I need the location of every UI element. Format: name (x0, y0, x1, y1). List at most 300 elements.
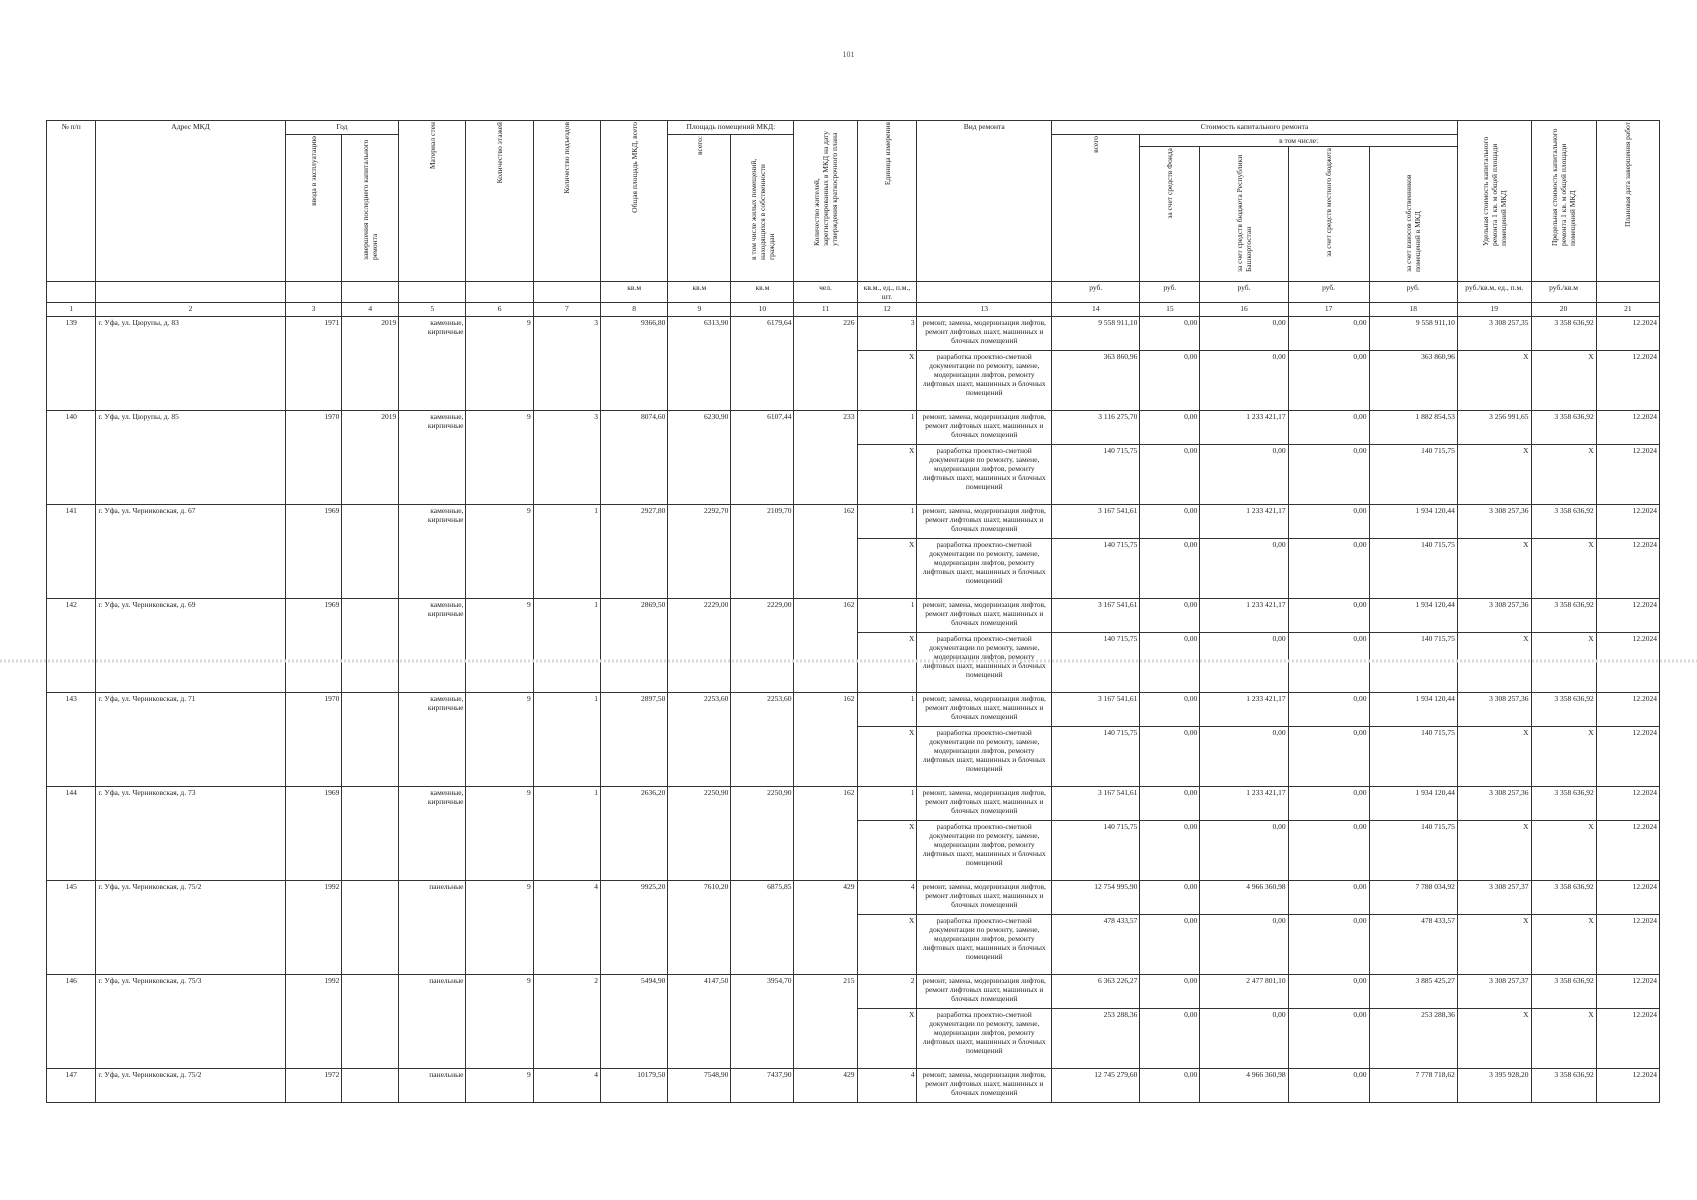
col-number: 17 (1288, 303, 1369, 317)
local-cell: 0,00 (1288, 505, 1369, 539)
header-owners: за счет взносов собственников помещений в МКД (1369, 147, 1457, 282)
header-year: Год (285, 121, 399, 135)
address-cell: г. Уфа, ул. Цюрупы, д. 85 (96, 411, 285, 505)
owners-cell: 140 715,75 (1369, 727, 1457, 787)
cost-total-cell: 3 167 541,61 (1052, 693, 1140, 727)
col-number: 21 (1596, 303, 1659, 317)
limit-cost-cell: 3 358 636,92 (1531, 599, 1596, 633)
col-number: 10 (731, 303, 794, 317)
fund-cell: 0,00 (1140, 1009, 1200, 1069)
republic-cell: 4 966 360,98 (1200, 1069, 1288, 1103)
unit-cost-cell: X (1457, 633, 1531, 693)
wall-material-cell: каменные, кирпичные (399, 317, 466, 411)
cost-total-cell: 3 167 541,61 (1052, 505, 1140, 539)
col-number: 9 (668, 303, 731, 317)
premises-contrib-cell: 2229,00 (731, 599, 794, 693)
residents-cell: 429 (794, 881, 857, 975)
unit-cost-cell: X (1457, 727, 1531, 787)
local-cell: 0,00 (1288, 351, 1369, 411)
repair-type-cell: разработка проектно-сметной документации по ремонту, замене, модернизации лифтов, ремонту лифтовых шахт, машинных и блочных помещений (917, 727, 1052, 787)
row-number: 144 (47, 787, 96, 881)
floors-cell: 9 (466, 881, 533, 975)
owners-cell: 1 934 120,44 (1369, 787, 1457, 821)
total-area-cell: 2869,50 (601, 599, 668, 693)
premises-total-cell: 7610,20 (668, 881, 731, 975)
header-local: за счет средств местного бюджета (1288, 147, 1369, 282)
entrances-cell: 1 (533, 599, 600, 693)
republic-cell: 0,00 (1200, 821, 1288, 881)
address-cell: г. Уфа, ул. Черниковская, д. 73 (96, 787, 285, 881)
residents-cell: 162 (794, 693, 857, 787)
unit-cost-cell: 3 308 257,36 (1457, 787, 1531, 821)
republic-cell: 4 966 360,98 (1200, 881, 1288, 915)
entrances-cell: 1 (533, 505, 600, 599)
premises-contrib-cell: 3954,70 (731, 975, 794, 1069)
fund-cell: 0,00 (1140, 633, 1200, 693)
cost-total-cell: 253 288,36 (1052, 1009, 1140, 1069)
cost-total-cell: 9 558 911,10 (1052, 317, 1140, 351)
repair-type-cell: ремонт, замена, модернизация лифтов, ремонт лифтовых шахт, машинных и блочных помещений (917, 411, 1052, 445)
local-cell: 0,00 (1288, 821, 1369, 881)
local-cell: 0,00 (1288, 411, 1369, 445)
fund-cell: 0,00 (1140, 351, 1200, 411)
col-number: 18 (1369, 303, 1457, 317)
header-wall-material: Материал стен (399, 121, 466, 282)
header-unit: Единица измерения (857, 121, 917, 282)
fund-cell: 0,00 (1140, 975, 1200, 1009)
unit-cost-cell: 3 395 928,20 (1457, 1069, 1531, 1103)
unit-cell: руб. (1200, 282, 1288, 303)
local-cell: 0,00 (1288, 317, 1369, 351)
deadline-cell: 12.2024 (1596, 445, 1659, 505)
year-last-repair-cell (342, 693, 399, 787)
wall-material-cell: каменные, кирпичные (399, 693, 466, 787)
republic-cell: 0,00 (1200, 915, 1288, 975)
table-row (47, 1069, 1660, 1103)
owners-cell: 1 934 120,44 (1369, 693, 1457, 727)
address-cell: г. Уфа, ул. Черниковская, д. 75/2 (96, 1069, 285, 1103)
address-cell: г. Уфа, ул. Цюрупы, д. 83 (96, 317, 285, 411)
year-commission-cell: 1992 (285, 975, 342, 1069)
republic-cell: 1 233 421,17 (1200, 787, 1288, 821)
limit-cost-cell: X (1531, 351, 1596, 411)
total-area-cell: 8074,60 (601, 411, 668, 505)
total-area-cell: 10179,50 (601, 1069, 668, 1103)
year-commission-cell: 1971 (285, 317, 342, 411)
table-header (47, 121, 1660, 317)
unit-cell: кв.м (731, 282, 794, 303)
repair-type-cell: разработка проектно-сметной документации по ремонту, замене, модернизации лифтов, ремонту лифтовых шахт, машинных и блочных помещений (917, 445, 1052, 505)
year-commission-cell: 1972 (285, 1069, 342, 1103)
total-area-cell: 9925,20 (601, 881, 668, 975)
col-number: 2 (96, 303, 285, 317)
header-premises-area: Площадь помещений МКД: (668, 121, 794, 135)
address-cell: г. Уфа, ул. Черниковская, д. 75/3 (96, 975, 285, 1069)
floors-cell: 9 (466, 599, 533, 693)
wall-material-cell: каменные, кирпичные (399, 599, 466, 693)
table-row (47, 975, 1660, 1009)
entrances-cell: 3 (533, 411, 600, 505)
header-unit-cost: Удельная стоимость капитального ремонта 1 кв. м общей площади помещений МКД (1457, 121, 1531, 282)
header-year-commission: ввода в эксплуатацию (285, 135, 342, 282)
fund-cell: 0,00 (1140, 599, 1200, 633)
premises-total-cell: 4147,50 (668, 975, 731, 1069)
republic-cell: 1 233 421,17 (1200, 411, 1288, 445)
limit-cost-cell: X (1531, 1009, 1596, 1069)
cost-total-cell: 3 116 275,70 (1052, 411, 1140, 445)
quantity-cell: X (857, 915, 917, 975)
unit-cost-cell: 3 308 257,36 (1457, 693, 1531, 727)
unit-cost-cell: X (1457, 351, 1531, 411)
quantity-cell: 4 (857, 1069, 917, 1103)
deadline-cell: 12.2024 (1596, 599, 1659, 633)
residents-cell: 226 (794, 317, 857, 411)
republic-cell: 0,00 (1200, 1009, 1288, 1069)
unit-cost-cell: X (1457, 539, 1531, 599)
header-floors: Количество этажей (466, 121, 533, 282)
owners-cell: 1 882 854,53 (1369, 411, 1457, 445)
owners-cell: 9 558 911,10 (1369, 317, 1457, 351)
unit-cell: руб. (1288, 282, 1369, 303)
premises-contrib-cell: 6875,85 (731, 881, 794, 975)
deadline-cell: 12.2024 (1596, 693, 1659, 727)
cost-total-cell: 12 754 995,90 (1052, 881, 1140, 915)
deadline-cell: 12.2024 (1596, 351, 1659, 411)
unit-cost-cell: 3 308 257,36 (1457, 505, 1531, 539)
limit-cost-cell: 3 358 636,92 (1531, 787, 1596, 821)
quantity-cell: X (857, 351, 917, 411)
unit-cell: кв.м (601, 282, 668, 303)
republic-cell: 0,00 (1200, 445, 1288, 505)
unit-cost-cell: X (1457, 915, 1531, 975)
table-row (47, 317, 1660, 351)
wall-material-cell: панельные (399, 881, 466, 975)
republic-cell: 0,00 (1200, 317, 1288, 351)
quantity-cell: X (857, 539, 917, 599)
quantity-cell: X (857, 1009, 917, 1069)
total-area-cell: 2636,20 (601, 787, 668, 881)
unit-cost-cell: X (1457, 445, 1531, 505)
premises-total-cell: 7548,90 (668, 1069, 731, 1103)
owners-cell: 363 860,96 (1369, 351, 1457, 411)
address-cell: г. Уфа, ул. Черниковская, д. 67 (96, 505, 285, 599)
deadline-cell: 12.2024 (1596, 787, 1659, 821)
owners-cell: 253 288,36 (1369, 1009, 1457, 1069)
quantity-cell: 1 (857, 599, 917, 633)
fund-cell: 0,00 (1140, 1069, 1200, 1103)
header-premises-contrib: в том числе жилых помещений, находящихся в собственности граждан (731, 135, 794, 282)
premises-contrib-cell: 2109,70 (731, 505, 794, 599)
year-commission-cell: 1970 (285, 411, 342, 505)
local-cell: 0,00 (1288, 633, 1369, 693)
cost-total-cell: 140 715,75 (1052, 539, 1140, 599)
header-num: № п/п (47, 121, 96, 282)
republic-cell: 2 477 801,10 (1200, 975, 1288, 1009)
header-cost-total: всего (1052, 135, 1140, 282)
deadline-cell: 12.2024 (1596, 633, 1659, 693)
deadline-cell: 12.2024 (1596, 881, 1659, 915)
entrances-cell: 4 (533, 881, 600, 975)
limit-cost-cell: X (1531, 539, 1596, 599)
quantity-cell: X (857, 633, 917, 693)
header-repair-type: Вид ремонта (917, 121, 1052, 282)
total-area-cell: 5494,90 (601, 975, 668, 1069)
limit-cost-cell: X (1531, 821, 1596, 881)
unit-cost-cell: 3 256 991,65 (1457, 411, 1531, 445)
owners-cell: 140 715,75 (1369, 539, 1457, 599)
owners-cell: 140 715,75 (1369, 445, 1457, 505)
local-cell: 0,00 (1288, 915, 1369, 975)
republic-cell: 1 233 421,17 (1200, 693, 1288, 727)
year-last-repair-cell (342, 505, 399, 599)
limit-cost-cell: 3 358 636,92 (1531, 411, 1596, 445)
local-cell: 0,00 (1288, 727, 1369, 787)
quantity-cell: 3 (857, 317, 917, 351)
limit-cost-cell: X (1531, 445, 1596, 505)
republic-cell: 0,00 (1200, 539, 1288, 599)
premises-total-cell: 2229,00 (668, 599, 731, 693)
cost-total-cell: 363 860,96 (1052, 351, 1140, 411)
unit-cost-cell: X (1457, 821, 1531, 881)
cost-total-cell: 140 715,75 (1052, 633, 1140, 693)
unit-cell: руб./кв.м (1531, 282, 1596, 303)
fund-cell: 0,00 (1140, 881, 1200, 915)
header-year-last-repair: завершения последнего капитального ремонта (342, 135, 399, 282)
premises-total-cell: 2292,70 (668, 505, 731, 599)
local-cell: 0,00 (1288, 599, 1369, 633)
deadline-cell: 12.2024 (1596, 727, 1659, 787)
limit-cost-cell: 3 358 636,92 (1531, 317, 1596, 351)
deadline-cell: 12.2024 (1596, 915, 1659, 975)
unit-cost-cell: 3 308 257,35 (1457, 317, 1531, 351)
repair-plan-sheet (46, 120, 1660, 1097)
header-cost-group: Стоимость капитального ремонта (1052, 121, 1458, 135)
local-cell: 0,00 (1288, 787, 1369, 821)
local-cell: 0,00 (1288, 1069, 1369, 1103)
col-number: 11 (794, 303, 857, 317)
fund-cell: 0,00 (1140, 727, 1200, 787)
col-number: 20 (1531, 303, 1596, 317)
premises-total-cell: 6313,90 (668, 317, 731, 411)
limit-cost-cell: 3 358 636,92 (1531, 693, 1596, 727)
owners-cell: 1 934 120,44 (1369, 505, 1457, 539)
deadline-cell: 12.2024 (1596, 821, 1659, 881)
year-last-repair-cell (342, 1069, 399, 1103)
col-number: 7 (533, 303, 600, 317)
wall-material-cell: каменные, кирпичные (399, 505, 466, 599)
table-row (47, 505, 1660, 539)
residents-cell: 233 (794, 411, 857, 505)
floors-cell: 9 (466, 505, 533, 599)
col-number: 16 (1200, 303, 1288, 317)
col-number: 14 (1052, 303, 1140, 317)
unit-cost-cell: 3 308 257,37 (1457, 975, 1531, 1009)
total-area-cell: 9366,80 (601, 317, 668, 411)
republic-cell: 0,00 (1200, 633, 1288, 693)
year-last-repair-cell (342, 599, 399, 693)
residents-cell: 162 (794, 787, 857, 881)
repair-type-cell: ремонт, замена, модернизация лифтов, ремонт лифтовых шахт, машинных и блочных помещений (917, 505, 1052, 539)
deadline-cell: 12.2024 (1596, 1069, 1659, 1103)
repair-type-cell: разработка проектно-сметной документации по ремонту, замене, модернизации лифтов, ремонту лифтовых шахт, машинных и блочных помещений (917, 821, 1052, 881)
quantity-cell: 2 (857, 975, 917, 1009)
floors-cell: 9 (466, 693, 533, 787)
unit-cell: кв.м (668, 282, 731, 303)
header-total-area: Общая площадь МКД, всего (601, 121, 668, 282)
year-commission-cell: 1969 (285, 787, 342, 881)
repair-type-cell: разработка проектно-сметной документации по ремонту, замене, модернизации лифтов, ремонту лифтовых шахт, машинных и блочных помещений (917, 1009, 1052, 1069)
fund-cell: 0,00 (1140, 539, 1200, 599)
quantity-cell: 1 (857, 693, 917, 727)
cost-total-cell: 140 715,75 (1052, 727, 1140, 787)
floors-cell: 9 (466, 787, 533, 881)
quantity-cell: X (857, 821, 917, 881)
repair-type-cell: ремонт, замена, модернизация лифтов, ремонт лифтовых шахт, машинных и блочных помещений (917, 599, 1052, 633)
limit-cost-cell: 3 358 636,92 (1531, 881, 1596, 915)
entrances-cell: 2 (533, 975, 600, 1069)
fund-cell: 0,00 (1140, 445, 1200, 505)
unit-cell: руб. (1052, 282, 1140, 303)
repair-type-cell: ремонт, замена, модернизация лифтов, ремонт лифтовых шахт, машинных и блочных помещений (917, 1069, 1052, 1103)
col-number: 8 (601, 303, 668, 317)
owners-cell: 1 934 120,44 (1369, 599, 1457, 633)
wall-material-cell: панельные (399, 975, 466, 1069)
local-cell: 0,00 (1288, 539, 1369, 599)
republic-cell: 0,00 (1200, 727, 1288, 787)
local-cell: 0,00 (1288, 1009, 1369, 1069)
wall-material-cell: каменные, кирпичные (399, 411, 466, 505)
quantity-cell: 1 (857, 787, 917, 821)
local-cell: 0,00 (1288, 975, 1369, 1009)
repair-type-cell: ремонт, замена, модернизация лифтов, ремонт лифтовых шахт, машинных и блочных помещений (917, 975, 1052, 1009)
entrances-cell: 3 (533, 317, 600, 411)
owners-cell: 3 885 425,27 (1369, 975, 1457, 1009)
premises-contrib-cell: 2250,90 (731, 787, 794, 881)
unit-cost-cell: 3 308 257,36 (1457, 599, 1531, 633)
deadline-cell: 12.2024 (1596, 411, 1659, 445)
table-body (47, 317, 1660, 1103)
table-row (47, 411, 1660, 445)
residents-cell: 162 (794, 505, 857, 599)
col-number: 13 (917, 303, 1052, 317)
col-number: 19 (1457, 303, 1531, 317)
col-number: 5 (399, 303, 466, 317)
year-last-repair-cell (342, 787, 399, 881)
floors-cell: 9 (466, 317, 533, 411)
table-row (47, 881, 1660, 915)
fund-cell: 0,00 (1140, 787, 1200, 821)
unit-cell: руб./кв.м, ед., п.м. (1457, 282, 1531, 303)
entrances-cell: 1 (533, 693, 600, 787)
deadline-cell: 12.2024 (1596, 317, 1659, 351)
quantity-cell: X (857, 445, 917, 505)
unit-cell: руб. (1369, 282, 1457, 303)
republic-cell: 1 233 421,17 (1200, 505, 1288, 539)
year-commission-cell: 1969 (285, 505, 342, 599)
unit-cost-cell: X (1457, 1009, 1531, 1069)
header-incl: в том числе: (1140, 135, 1458, 147)
entrances-cell: 1 (533, 787, 600, 881)
fund-cell: 0,00 (1140, 317, 1200, 351)
repair-type-cell: ремонт, замена, модернизация лифтов, ремонт лифтовых шахт, машинных и блочных помещений (917, 317, 1052, 351)
local-cell: 0,00 (1288, 445, 1369, 505)
limit-cost-cell: 3 358 636,92 (1531, 505, 1596, 539)
year-last-repair-cell: 2019 (342, 317, 399, 411)
quantity-cell: 1 (857, 505, 917, 539)
floors-cell: 9 (466, 975, 533, 1069)
floors-cell: 9 (466, 1069, 533, 1103)
row-number: 146 (47, 975, 96, 1069)
limit-cost-cell: 3 358 636,92 (1531, 1069, 1596, 1103)
republic-cell: 1 233 421,17 (1200, 599, 1288, 633)
row-number: 142 (47, 599, 96, 693)
address-cell: г. Уфа, ул. Черниковская, д. 71 (96, 693, 285, 787)
limit-cost-cell: 3 358 636,92 (1531, 975, 1596, 1009)
cost-total-cell: 3 167 541,61 (1052, 787, 1140, 821)
header-premises-total: всего: (668, 135, 731, 282)
cost-total-cell: 3 167 541,61 (1052, 599, 1140, 633)
row-number: 141 (47, 505, 96, 599)
quantity-cell: 4 (857, 881, 917, 915)
premises-total-cell: 6230,90 (668, 411, 731, 505)
cost-total-cell: 12 745 279,60 (1052, 1069, 1140, 1103)
col-number: 3 (285, 303, 342, 317)
row-number: 139 (47, 317, 96, 411)
year-last-repair-cell (342, 881, 399, 975)
units-row (47, 282, 1660, 303)
residents-cell: 429 (794, 1069, 857, 1103)
owners-cell: 7 788 034,92 (1369, 881, 1457, 915)
header-fund: за счет средств Фонда (1140, 147, 1200, 282)
cost-total-cell: 6 363 226,27 (1052, 975, 1140, 1009)
premises-contrib-cell: 6179,64 (731, 317, 794, 411)
limit-cost-cell: X (1531, 633, 1596, 693)
deadline-cell: 12.2024 (1596, 505, 1659, 539)
residents-cell: 215 (794, 975, 857, 1069)
row-number: 147 (47, 1069, 96, 1103)
entrances-cell: 4 (533, 1069, 600, 1103)
repair-plan-table (46, 120, 1660, 1103)
col-number: 6 (466, 303, 533, 317)
premises-total-cell: 2250,90 (668, 787, 731, 881)
fund-cell: 0,00 (1140, 505, 1200, 539)
cost-total-cell: 140 715,75 (1052, 821, 1140, 881)
col-number: 4 (342, 303, 399, 317)
local-cell: 0,00 (1288, 693, 1369, 727)
deadline-cell: 12.2024 (1596, 539, 1659, 599)
limit-cost-cell: X (1531, 727, 1596, 787)
fund-cell: 0,00 (1140, 411, 1200, 445)
page-number: 101 (842, 50, 855, 59)
premises-contrib-cell: 6107,44 (731, 411, 794, 505)
repair-type-cell: разработка проектно-сметной документации по ремонту, замене, модернизации лифтов, ремонту лифтовых шахт, машинных и блочных помещений (917, 915, 1052, 975)
fund-cell: 0,00 (1140, 915, 1200, 975)
header-limit-cost: Предельная стоимость капитального ремонта 1 кв. м общей площади помещений МКД (1531, 121, 1596, 282)
fund-cell: 0,00 (1140, 821, 1200, 881)
year-commission-cell: 1970 (285, 693, 342, 787)
table-row (47, 693, 1660, 727)
repair-type-cell: ремонт, замена, модернизация лифтов, ремонт лифтовых шахт, машинных и блочных помещений (917, 787, 1052, 821)
limit-cost-cell: X (1531, 915, 1596, 975)
quantity-cell: X (857, 727, 917, 787)
unit-cell: чел. (794, 282, 857, 303)
row-number: 143 (47, 693, 96, 787)
local-cell: 0,00 (1288, 881, 1369, 915)
header-address: Адрес МКД (96, 121, 285, 282)
deadline-cell: 12.2024 (1596, 975, 1659, 1009)
column-numbers-row (47, 303, 1660, 317)
owners-cell: 7 778 718,62 (1369, 1069, 1457, 1103)
